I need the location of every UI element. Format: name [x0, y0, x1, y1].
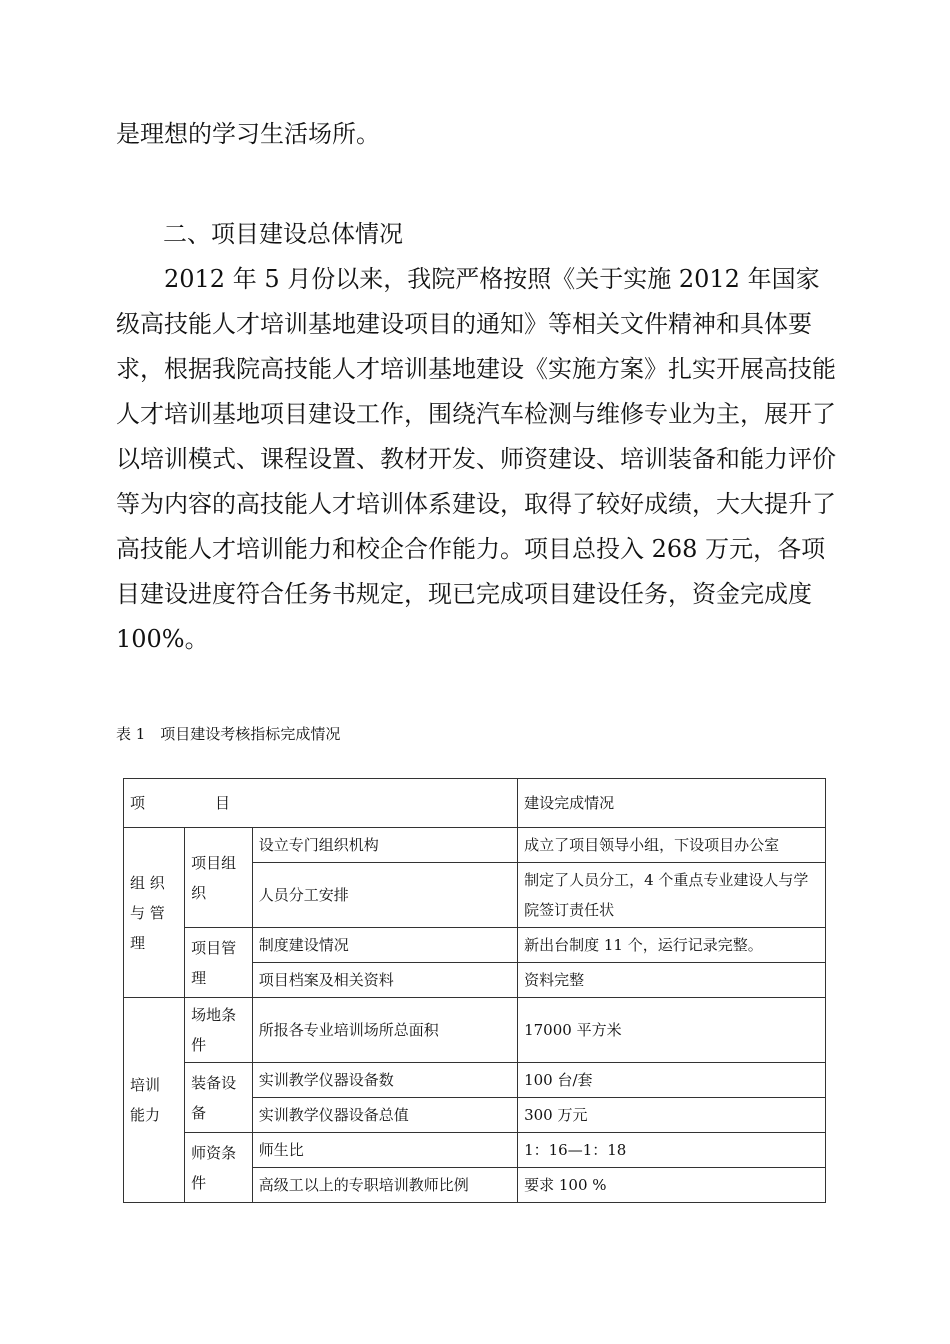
table-row: [124, 1133, 826, 1168]
item-cell: 高级工以上的专职培训教师比例: [252, 1168, 517, 1203]
item-cell: 所报各专业培训场所总面积: [252, 998, 517, 1063]
table-row: [124, 828, 826, 863]
group-cell-organization: 组 织 与 管理: [124, 828, 185, 998]
result-cell: 300 万元: [518, 1098, 826, 1133]
header-item-cell: [124, 779, 518, 828]
result-cell: 新出台制度 11 个，运行记录完整。: [518, 928, 826, 963]
result-cell: 1：16—1：18: [518, 1133, 826, 1168]
item-cell: 实训教学仪器设备数: [252, 1063, 517, 1098]
table-caption: 表 1 项目建设考核指标完成情况: [116, 725, 341, 743]
subgroup-cell-organization: 项目组织: [185, 828, 253, 928]
section-heading: 二、项目建设总体情况: [163, 220, 403, 248]
result-cell: 资料完整: [518, 963, 826, 998]
indicator-table: [123, 778, 826, 1203]
result-cell: 成立了项目领导小组，下设项目办公室: [518, 828, 826, 863]
item-cell: 师生比: [252, 1133, 517, 1168]
subgroup-cell-management: 项目管理: [185, 928, 253, 998]
group-cell-training: 培训 能力: [124, 998, 185, 1203]
item-cell: 项目档案及相关资料: [252, 963, 517, 998]
result-cell: 17000 平方米: [518, 998, 826, 1063]
table-row: [124, 998, 826, 1063]
item-cell: 实训教学仪器设备总值: [252, 1098, 517, 1133]
subgroup-cell-equipment: 装备设备: [185, 1063, 253, 1133]
result-cell: 100 台/套: [518, 1063, 826, 1098]
table-header-row: [124, 779, 826, 828]
paragraph-continuation: 是理想的学习生活场所。: [116, 120, 380, 148]
item-cell: 制度建设情况: [252, 928, 517, 963]
subgroup-cell-faculty: 师资条件: [185, 1133, 253, 1203]
header-item-a: 项: [130, 794, 146, 812]
item-cell: 设立专门组织机构: [252, 828, 517, 863]
body-paragraph: 2012 年 5 月份以来，我院严格按照《关于实施 2012 年国家级高技能人才培训基地建设项目的通知》等相关文件精神和具体要求，根据我院高技能人才培训基地建设《实施方案》扎实开展高技能人才培训基地项目建设工作，围绕汽车检测与维修专业为主，展开了以培训模式、课程设置、教材开发、师资建设、培训装备和能力评价等为内容的高技能人才培训体系建设，取得了较好成绩，大大提升了高技能人才培训能力和校企合作能力。项目总投入 268 万元，各项目建设进度符合任务书规定，现已完成项目建设任务，资金完成度 100%。: [116, 265, 836, 653]
header-result-cell: 建设完成情况: [518, 779, 826, 828]
result-cell: 制定了人员分工，4 个重点专业建设人与学院签订责任状: [518, 863, 826, 928]
item-cell: 人员分工安排: [252, 863, 517, 928]
header-item-b: 目: [215, 794, 231, 812]
result-cell: 要求 100 %: [518, 1168, 826, 1203]
table-row: [124, 1063, 826, 1098]
subgroup-cell-venue: 场地条件: [185, 998, 253, 1063]
table-row: [124, 928, 826, 963]
